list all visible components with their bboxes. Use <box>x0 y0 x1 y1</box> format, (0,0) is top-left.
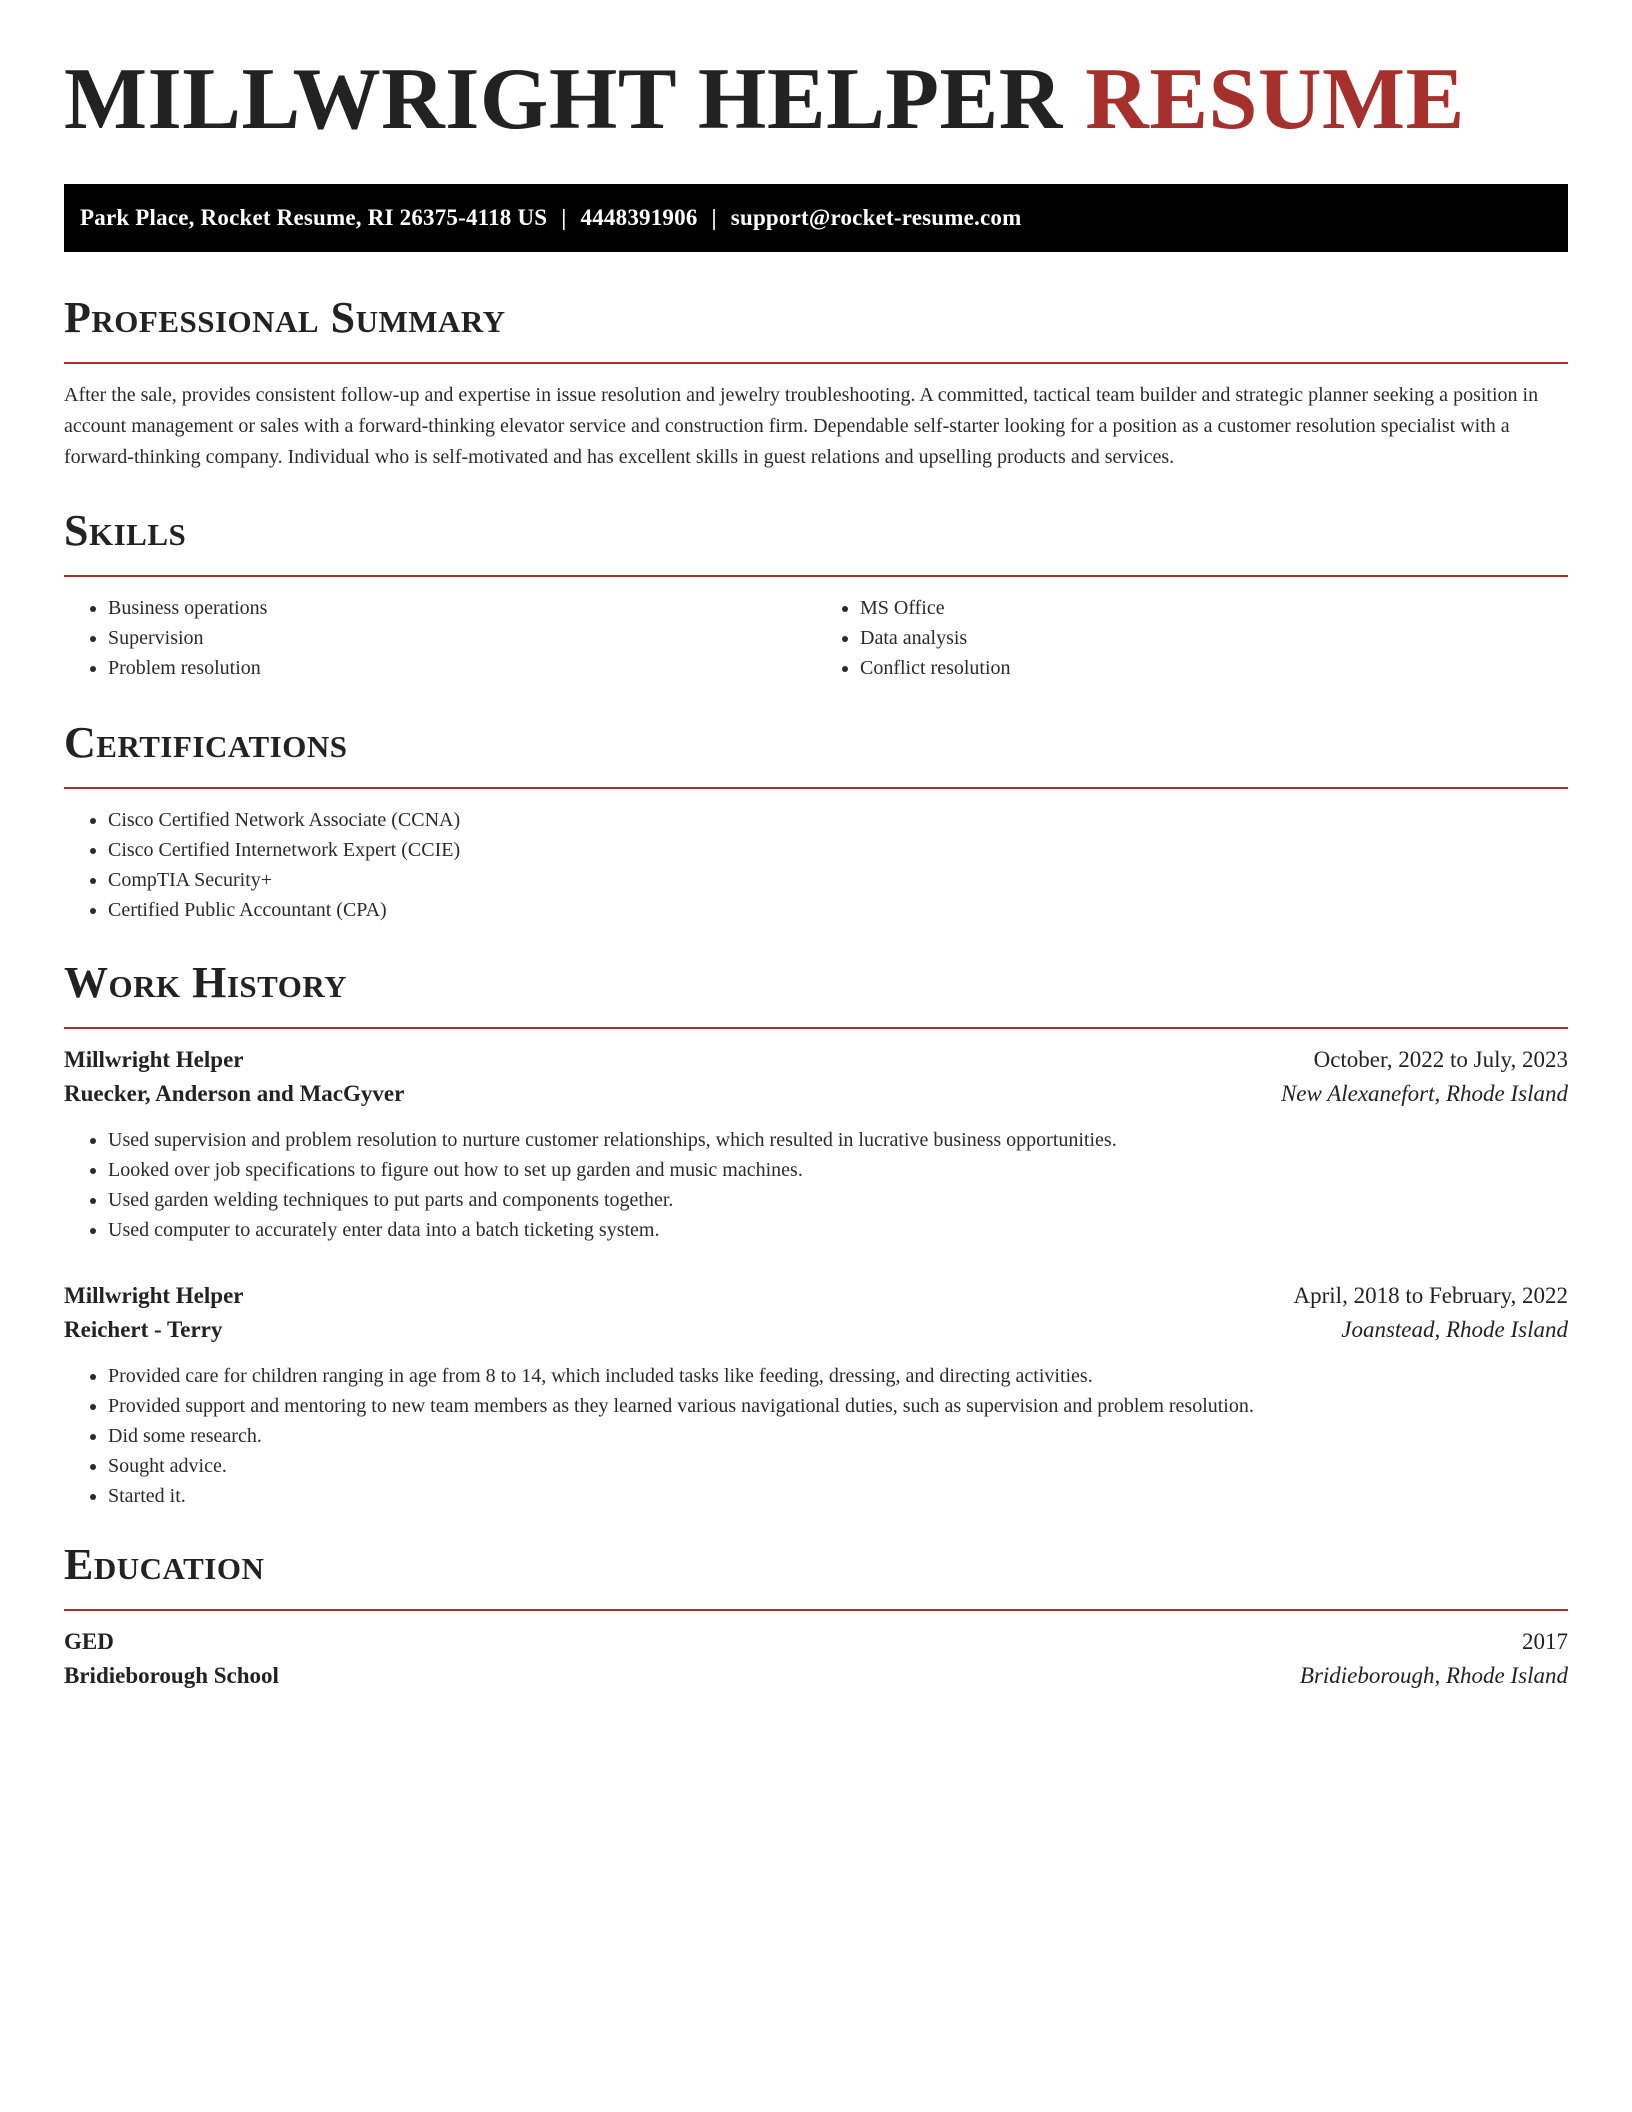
skill-item: • Conflict resolution <box>860 653 1568 683</box>
job-entry <box>64 1047 1568 1245</box>
job-header-row <box>64 1283 1568 1309</box>
certification-item: • CompTIA Security+ <box>108 865 1568 895</box>
education-year: 2017 <box>1522 1629 1568 1654</box>
contact-separator: | <box>561 205 567 230</box>
section-heading: Professional Summary <box>64 293 506 342</box>
job-company: Reichert - Terry <box>64 1317 223 1342</box>
skill-item: • Data analysis <box>860 623 1568 653</box>
contact-email: support@rocket-resume.com <box>730 205 1022 230</box>
education-header-row <box>64 1629 1568 1655</box>
job-header-row <box>64 1047 1568 1073</box>
section-divider <box>64 362 1568 364</box>
contact-separator: | <box>711 205 717 230</box>
skills-grid <box>64 593 1568 683</box>
job-duties-list <box>64 1125 1568 1245</box>
skill-item: • Supervision <box>108 623 816 653</box>
certification-item: • Cisco Certified Internetwork Expert (CCIE) <box>108 835 1568 865</box>
job-location: Joanstead, Rhode Island <box>1341 1317 1568 1342</box>
section-divider <box>64 1609 1568 1611</box>
job-dates: April, 2018 to February, 2022 <box>1293 1283 1568 1308</box>
job-title: Millwright Helper <box>64 1283 244 1308</box>
work-history-section <box>64 958 1568 1511</box>
job-company-row <box>64 1317 1568 1343</box>
job-duty: • Sought advice. <box>108 1451 1568 1481</box>
job-company: Ruecker, Anderson and MacGyver <box>64 1081 405 1106</box>
job-duties-list <box>64 1361 1568 1511</box>
title-main: MILLWRIGHT HELPER <box>64 51 1063 148</box>
resume-title <box>64 51 1568 148</box>
job-location: New Alexanefort, Rhode Island <box>1280 1081 1568 1106</box>
job-dates: October, 2022 to July, 2023 <box>1313 1047 1568 1072</box>
section-heading: Certifications <box>64 718 348 767</box>
education-entry <box>64 1629 1568 1689</box>
section-heading: Work History <box>64 958 348 1007</box>
skill-item: • MS Office <box>860 593 1568 623</box>
skill-item: • Business operations <box>108 593 816 623</box>
section-divider <box>64 575 1568 577</box>
education-school: Bridieborough School <box>64 1663 279 1688</box>
education-location: Bridieborough, Rhode Island <box>1299 1663 1568 1688</box>
certification-item: • Certified Public Accountant (CPA) <box>108 895 1568 925</box>
title-accent: RESUME <box>1085 51 1465 148</box>
job-entry <box>64 1283 1568 1511</box>
job-title: Millwright Helper <box>64 1047 244 1072</box>
skill-item: • Problem resolution <box>108 653 816 683</box>
education-section <box>64 1540 1568 1689</box>
job-duty: • Provided care for children ranging in age from 8 to 14, which included tasks like feeding, dressing, and directing activities. <box>108 1361 1568 1391</box>
skills-list-left <box>64 593 816 683</box>
contact-address: Park Place, Rocket Resume, RI 26375-4118 US <box>80 205 548 230</box>
job-duty: • Used computer to accurately enter data into a batch ticketing system. <box>108 1215 1568 1245</box>
summary-text: After the sale, provides consistent follow-up and expertise in issue resolution and jewelry troubleshooting. A committed, tactical team builder and strategic planner seeking a position in account management or sales with a forward-thinking elevator service and construction firm. Dependable self-starter looking for a position as a customer resolution specialist with a forward-thinking company. Individual who is self-motivated and has excellent skills in guest relations and upselling products and services. <box>64 384 1539 468</box>
section-heading: Skills <box>64 506 187 555</box>
skills-section <box>64 506 1568 683</box>
contact-phone: 4448391906 <box>580 205 698 230</box>
job-duty: • Did some research. <box>108 1421 1568 1451</box>
skills-list-right <box>816 593 1568 683</box>
section-heading: Education <box>64 1540 265 1589</box>
job-duty: • Used garden welding techniques to put parts and components together. <box>108 1185 1568 1215</box>
section-divider <box>64 787 1568 789</box>
job-duty: • Used supervision and problem resolution to nurture customer relationships, which resulted in lucrative business opportunities. <box>108 1125 1568 1155</box>
job-company-row <box>64 1081 1568 1107</box>
professional-summary-section <box>64 293 1568 473</box>
job-duty: • Looked over job specifications to figure out how to set up garden and music machines. <box>108 1155 1568 1185</box>
education-school-row <box>64 1663 1568 1689</box>
certifications-section <box>64 718 1568 925</box>
certification-item: • Cisco Certified Network Associate (CCNA) <box>108 805 1568 835</box>
certifications-list <box>64 805 1568 925</box>
job-duty: • Provided support and mentoring to new team members as they learned various navigational duties, such as supervision and problem resolution. <box>108 1391 1568 1421</box>
section-divider <box>64 1027 1568 1029</box>
contact-bar <box>64 184 1568 252</box>
job-duty: • Started it. <box>108 1481 1568 1511</box>
education-degree: GED <box>64 1629 114 1654</box>
